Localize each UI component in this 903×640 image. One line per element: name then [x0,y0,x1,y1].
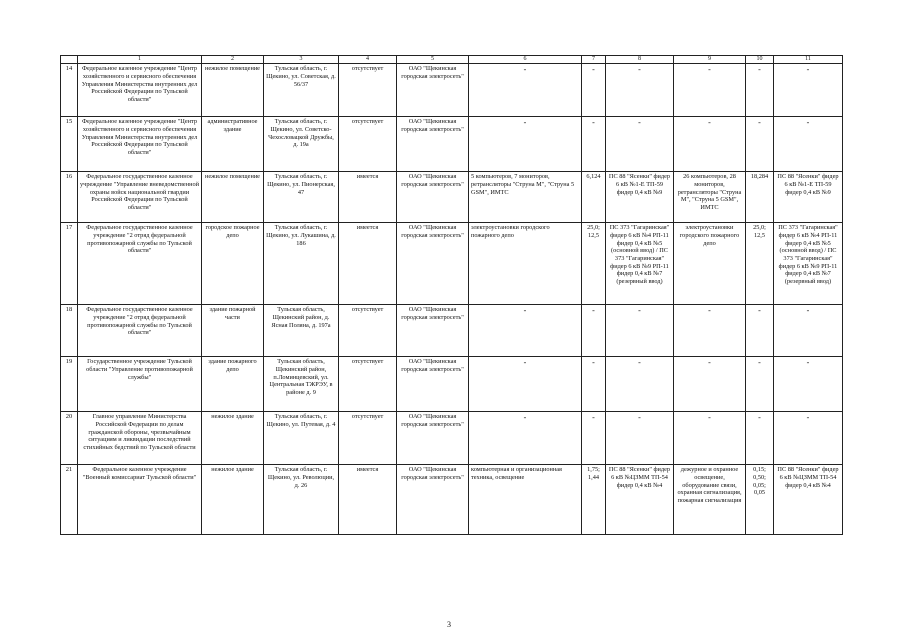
feeder-connection-cell: ПС 88 "Ясенки" фидер 6 кВ №ЦЗММ ТП-54 фидер 0,4 кВ №4 [606,465,674,535]
backup-feeder-connection-cell: ПС 88 "Ясенки" фидер 6 кВ №1-Е ТП-59 фидер 0,4 кВ №9 [774,172,843,223]
table-row [61,412,843,465]
power-supplier-cell: ОАО "Щекинская городская электросеть" [397,172,469,223]
backup-feeder-connection-cell: - [774,117,843,172]
table-row [61,465,843,535]
backup-power-status-cell: имеется [339,172,397,223]
address-cell: Тульская область, г. Щекино, ул. Советско-Чехословацкой Дружбы, д. 19а [264,117,339,172]
backup-feeder-connection-cell: - [774,357,843,412]
column-number: 6 [469,56,582,64]
backup-equipment-cell: электроустановки городского пожарного депо [674,223,746,305]
backup-power-load-cell: 18,284 [746,172,774,223]
column-number: 3 [264,56,339,64]
backup-power-load-cell: 0,15; 0,50; 0,05; 0,05 [746,465,774,535]
backup-feeder-connection-cell: - [774,64,843,117]
organization-name-cell: Федеральное государственное казенное учреждение "2 отряд федеральной противопожарной службы по Тульской области" [78,223,202,305]
power-supplier-cell: ОАО "Щекинская городская электросеть" [397,223,469,305]
equipment-list-cell: - [469,357,582,412]
backup-power-load-cell: - [746,305,774,357]
backup-power-status-cell: отсутствует [339,117,397,172]
row-number: 17 [61,223,78,305]
power-supplier-cell: ОАО "Щекинская городская электросеть" [397,357,469,412]
building-type-cell: административное здание [202,117,264,172]
backup-feeder-connection-cell: - [774,412,843,465]
column-number: 5 [397,56,469,64]
data-table [60,55,843,535]
backup-power-load-cell: - [746,412,774,465]
header-blank-cell [61,56,78,64]
address-cell: Тульская область, г. Щекино, ул. Советская, д. 56/37 [264,64,339,117]
power-load-cell: 1,75; 1,44 [582,465,606,535]
address-cell: Тульская область, Щекинский район, п.Ломинцевский, ул. Центральная ТЖРЭУ, в районе д. 9 [264,357,339,412]
row-number: 20 [61,412,78,465]
equipment-list-cell: - [469,117,582,172]
address-cell: Тульская область, г. Щекино, ул. Пионерская, 47 [264,172,339,223]
row-number: 18 [61,305,78,357]
backup-feeder-connection-cell: ПС 373 "Гагаринская" фидер 6 кВ №4 РП-11 фидер 0,4 кВ №5 (основной ввод) / ПС 373 "Гагаринская" фидер 6 кВ №9 РП-11 фидер 0,4 кВ №7 (резервный ввод) [774,223,843,305]
power-supplier-cell: ОАО "Щекинская городская электросеть" [397,64,469,117]
feeder-connection-cell: - [606,357,674,412]
backup-equipment-cell: - [674,305,746,357]
backup-equipment-cell: дежурное и охранное освещение, оборудование связи, охранная сигнализация, пожарная сигнализация [674,465,746,535]
power-load-cell: - [582,357,606,412]
feeder-connection-cell: - [606,64,674,117]
column-number: 8 [606,56,674,64]
power-load-cell: 6,124 [582,172,606,223]
page-number: 3 [447,620,451,629]
equipment-list-cell: - [469,64,582,117]
building-type-cell: здание пожарного депо [202,357,264,412]
backup-power-status-cell: отсутствует [339,305,397,357]
column-number: 2 [202,56,264,64]
power-supplier-cell: ОАО "Щекинская городская электросеть" [397,412,469,465]
equipment-list-cell: - [469,412,582,465]
column-number-row [61,56,843,64]
equipment-list-cell: электроустановки городского пожарного депо [469,223,582,305]
backup-equipment-cell: - [674,357,746,412]
backup-equipment-cell: - [674,412,746,465]
backup-equipment-cell: 26 компьютеров, 28 мониторов, ретрансляторы "Струна М", "Струна 5 GSM", ИМТС [674,172,746,223]
column-number: 7 [582,56,606,64]
power-supplier-cell: ОАО "Щекинская городская электросеть" [397,465,469,535]
backup-power-status-cell: отсутствует [339,64,397,117]
table-row [61,357,843,412]
address-cell: Тульская область, г. Щекино, ул. Путевая, д. 4 [264,412,339,465]
backup-power-load-cell: - [746,357,774,412]
column-number: 11 [774,56,843,64]
organization-name-cell: Федеральное казенное учреждение "Центр хозяйственного и сервисного обеспечения Управления Министерства внутренних дел Российской Федерации по Тульской области" [78,64,202,117]
building-type-cell: нежилое помещение [202,64,264,117]
backup-feeder-connection-cell: ПС 88 "Ясенки" фидер 6 кВ №ЦЗММ ТП-54 фидер 0,4 кВ №4 [774,465,843,535]
backup-power-load-cell: 25,0; 12,5 [746,223,774,305]
organization-name-cell: Федеральное государственное казенное учреждение "Управление вневедомственной охраны войск национальной гвардии Российской Федерации по Тульской области" [78,172,202,223]
organization-name-cell: Федеральное казенное учреждение "Центр хозяйственного и сервисного обеспечения Управления Министерства внутренних дел Российской Федерации по Тульской области" [78,117,202,172]
organization-name-cell: Государственное учреждение Тульской области "Управление противопожарной службы" [78,357,202,412]
feeder-connection-cell: - [606,305,674,357]
table-row [61,172,843,223]
feeder-connection-cell: - [606,412,674,465]
building-type-cell: нежилое помещение [202,172,264,223]
table-row [61,117,843,172]
backup-feeder-connection-cell: - [774,305,843,357]
power-load-cell: - [582,412,606,465]
organization-name-cell: Главное управление Министерства Российской Федерации по делам гражданской обороны, чрезвычайным ситуациям и ликвидации последствий стихийных бедствий по Тульской области [78,412,202,465]
column-number: 9 [674,56,746,64]
column-number: 1 [78,56,202,64]
feeder-connection-cell: - [606,117,674,172]
equipment-list-cell: 5 компьютеров, 7 мониторов, ретрансляторы "Струна М", "Струна 5 GSM", ИМТС [469,172,582,223]
row-number: 19 [61,357,78,412]
organization-name-cell: Федеральное казенное учреждение "Военный комиссариат Тульской области" [78,465,202,535]
table-row [61,305,843,357]
building-type-cell: здание пожарной части [202,305,264,357]
power-supplier-cell: ОАО "Щекинская городская электросеть" [397,305,469,357]
power-supplier-cell: ОАО "Щекинская городская электросеть" [397,117,469,172]
feeder-connection-cell: ПС 373 "Гагаринская" фидер 6 кВ №4 РП-11 фидер 0,4 кВ №5 (основной ввод) / ПС 373 "Гагаринская" фидер 6 кВ №9 РП-11 фидер 0,4 кВ №7 (резервный ввод) [606,223,674,305]
row-number: 21 [61,465,78,535]
equipment-list-cell: - [469,305,582,357]
backup-power-load-cell: - [746,117,774,172]
backup-power-status-cell: отсутствует [339,412,397,465]
backup-power-status-cell: имеется [339,223,397,305]
column-number: 4 [339,56,397,64]
power-load-cell: - [582,64,606,117]
address-cell: Тульская область, г. Щекино, ул. Революции, д. 26 [264,465,339,535]
power-load-cell: 25,0; 12,5 [582,223,606,305]
power-load-cell: - [582,117,606,172]
row-number: 16 [61,172,78,223]
backup-equipment-cell: - [674,117,746,172]
row-number: 14 [61,64,78,117]
backup-power-load-cell: - [746,64,774,117]
organization-name-cell: Федеральное государственное казенное учреждение "2 отряд федеральной противопожарной службы по Тульской области" [78,305,202,357]
building-type-cell: нежилое здание [202,412,264,465]
backup-power-status-cell: имеется [339,465,397,535]
address-cell: Тульская область, Щекинский район, д. Ясная Поляна, д. 197а [264,305,339,357]
equipment-list-cell: компьютерная и организационная техника, освещение [469,465,582,535]
row-number: 15 [61,117,78,172]
building-type-cell: нежилое здание [202,465,264,535]
power-load-cell: - [582,305,606,357]
backup-power-status-cell: отсутствует [339,357,397,412]
feeder-connection-cell: ПС 88 "Ясенки" фидер 6 кВ №1-Е ТП-59 фидер 0,4 кВ №9 [606,172,674,223]
backup-equipment-cell: - [674,64,746,117]
column-number: 10 [746,56,774,64]
building-type-cell: городское пожарное депо [202,223,264,305]
table-row [61,64,843,117]
table-row [61,223,843,305]
address-cell: Тульская область, г. Щекино, ул. Лукашина, д. 186 [264,223,339,305]
